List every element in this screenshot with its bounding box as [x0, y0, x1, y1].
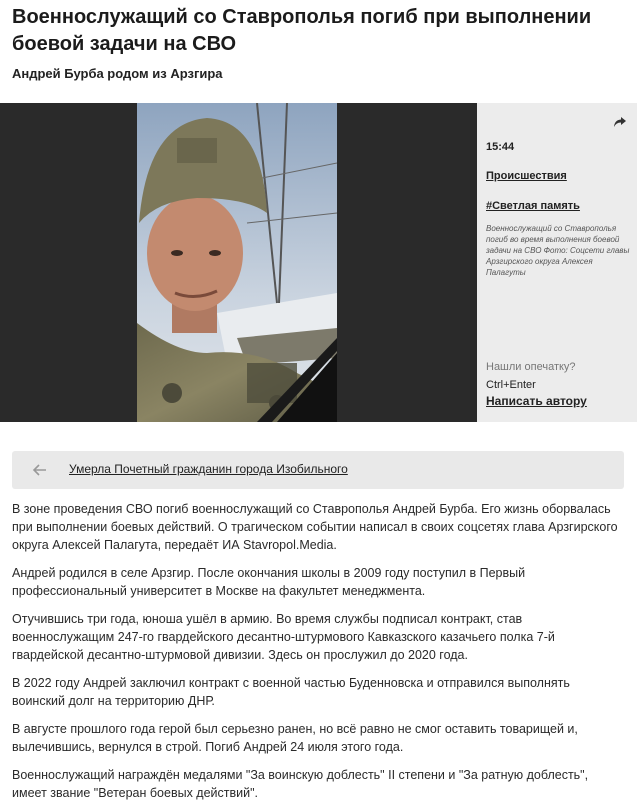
tag-link[interactable]: #Светлая память [486, 200, 580, 212]
body-paragraph: В августе прошлого года герой был серьезно ранен, но всё равно не смог оставить товарищей и, вылечившись, вернулся в строй. Погиб Андрей 24 июля этого года. [12, 722, 578, 754]
article-photo[interactable] [137, 103, 337, 422]
write-author-link[interactable]: Написать автору [486, 394, 587, 408]
share-icon[interactable] [613, 115, 627, 133]
article-photo-frame [0, 103, 477, 422]
body-paragraph: Отучившись три года, юноша ушёл в армию. Во время службы подписал контракт, став военнослужащим 247-го гвардейского десантно-штурмового Кавказского казачьего полка 7-й гвардейской десантно-штурмовой дивизии. Здесь он прослужил до 2020 года. [12, 612, 555, 662]
article-subtitle: Андрей Бурба родом из Арзгира [12, 66, 223, 81]
body-paragraph: В 2022 году Андрей заключил контракт с военной частью Буденновска и отправился выполнять воинский долг на территорию ДНР. [12, 676, 570, 708]
arrow-left-icon [32, 463, 48, 482]
typo-shortcut: Ctrl+Enter [486, 379, 536, 391]
related-article-link[interactable]: Умерла Почетный гражданин города Изобильного [69, 462, 348, 476]
article-body [12, 500, 626, 810]
body-paragraph: Военнослужащий награждён медалями "За воинскую доблесть" II степени и "За ратную доблесть", имеет звание "Ветеран боевых действий". [12, 768, 589, 800]
photo-caption: Военнослужащий со Ставрополья погиб во время выполнения боевой задачи на СВО Фото: Соцсети главы Арзгирского округа Алексея Палагуты [486, 224, 630, 277]
body-paragraph: Андрей родился в селе Арзгир. После окончания школы в 2009 году поступил в Первый профессиональный университет в Москве на факультет менеджмента. [12, 566, 526, 598]
article-meta-sidebar [477, 103, 637, 422]
soldier-photo-image [137, 103, 337, 422]
typo-question: Нашли опечатку? [486, 361, 576, 373]
related-article-banner[interactable] [12, 451, 624, 489]
category-link[interactable]: Происшествия [486, 170, 567, 182]
article-title: Военнослужащий со Ставрополья погиб при выполнении боевой задачи на СВО [12, 6, 592, 55]
body-paragraph: В зоне проведения СВО погиб военнослужащий со Ставрополья Андрей Бурба. Его жизнь оборвалась при выполнении боевых действий. О трагическом событии написал в своих соцсетях глава Арзгирского округа Алексей Палагута, передаёт ИА Stavropol.Media. [12, 502, 618, 552]
publish-time: 15:44 [486, 141, 515, 153]
